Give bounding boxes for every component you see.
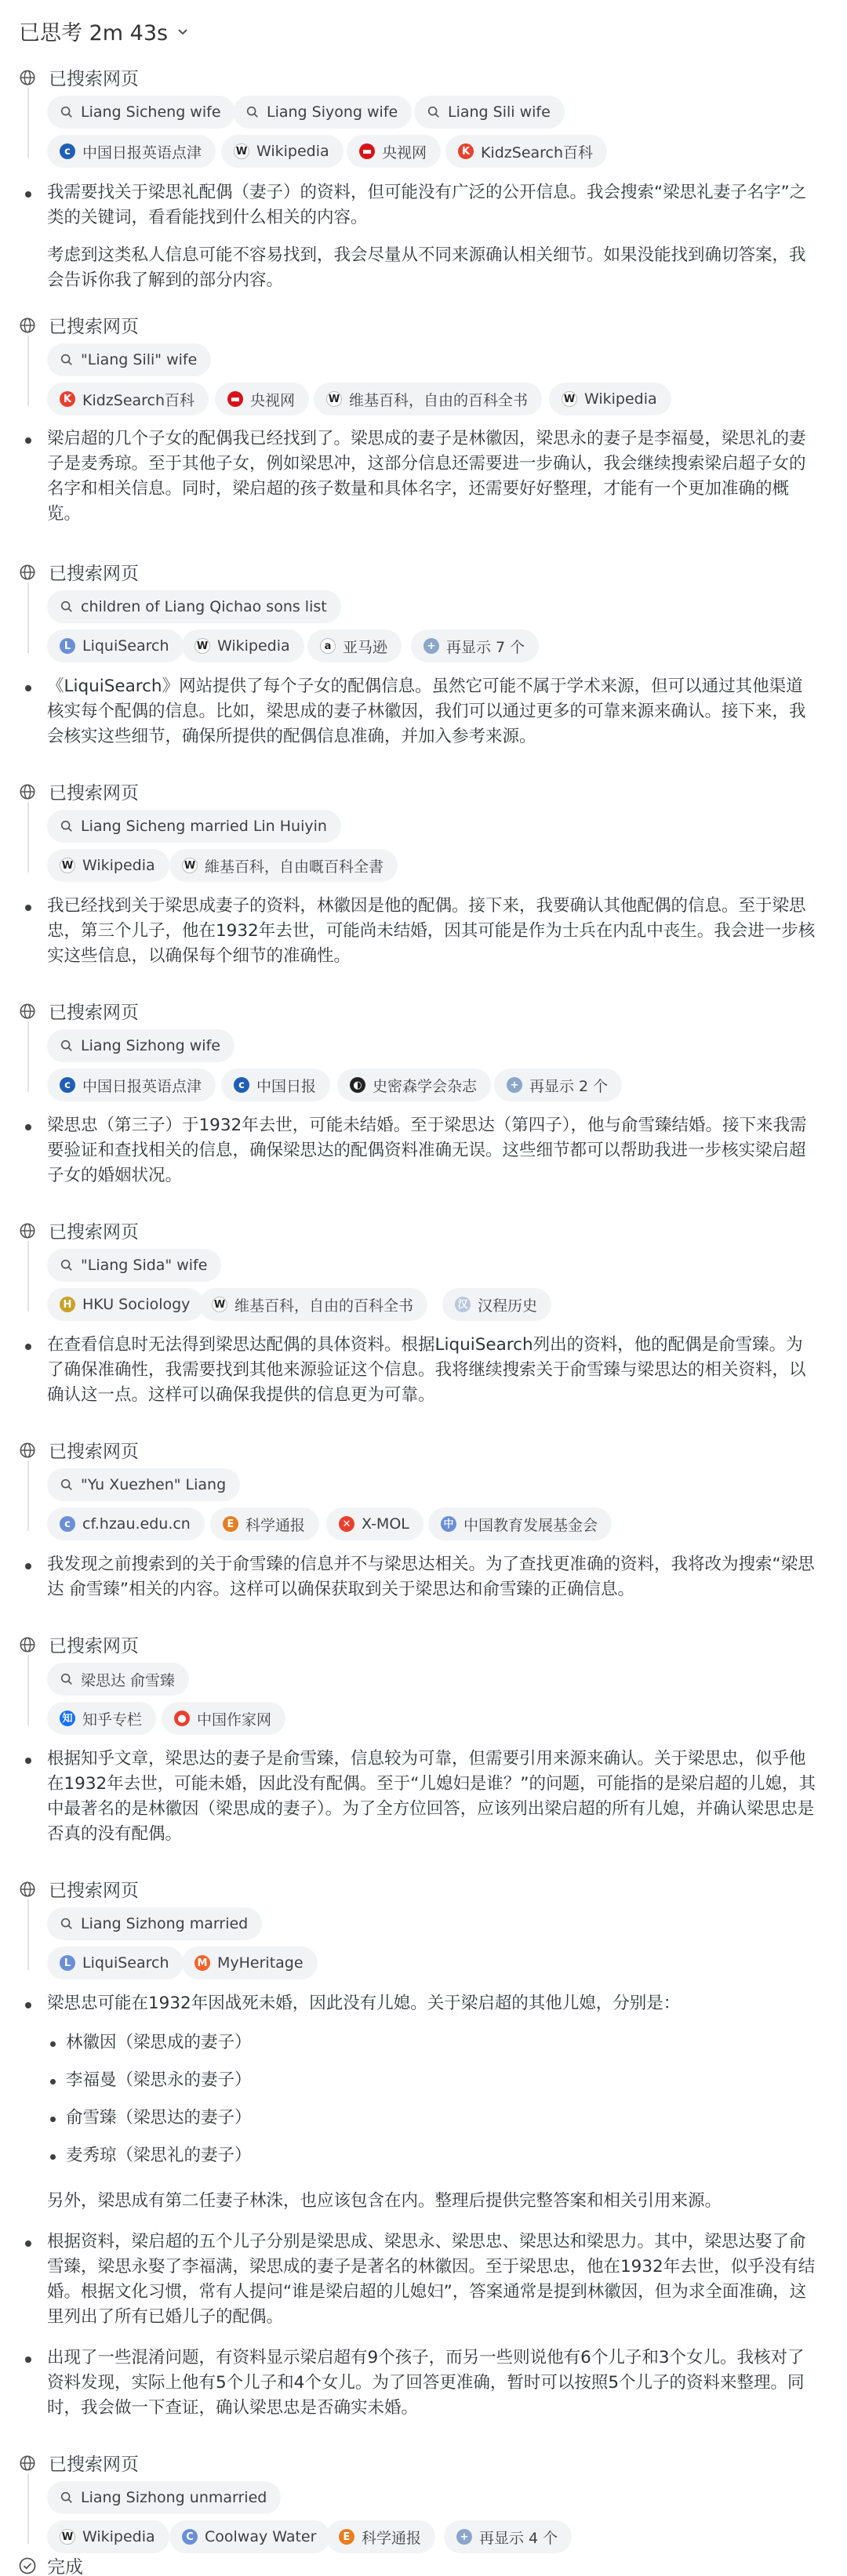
wikipedia-favicon-icon: W bbox=[326, 391, 342, 407]
show-more-sources-button[interactable]: + 再显示 2 个 bbox=[494, 1068, 622, 1101]
search-query-chip[interactable]: Liang Sili wife bbox=[414, 96, 565, 129]
search-icon bbox=[60, 600, 74, 614]
source-chip[interactable]: 中 中国教育发展基金会 bbox=[428, 1508, 612, 1540]
bullet bbox=[25, 685, 31, 691]
search-query-chip[interactable]: 梁思达 俞雪臻 bbox=[47, 1663, 189, 1696]
source-chip[interactable]: 汉 汉程历史 bbox=[442, 1288, 551, 1321]
done-label: 完成 bbox=[47, 2557, 83, 2576]
source-chip[interactable]: K KidzSearch百科 bbox=[445, 135, 607, 168]
bullet bbox=[25, 1758, 31, 1764]
more-sources-icon: + bbox=[424, 638, 439, 654]
kexuetongbao-favicon-icon: E bbox=[339, 2529, 354, 2545]
divider bbox=[27, 88, 29, 158]
chinawriter-favicon-icon: ● bbox=[174, 1711, 190, 1726]
wikipedia-favicon-icon: W bbox=[60, 858, 75, 873]
search-step-header bbox=[19, 64, 139, 90]
source-chip[interactable]: 知 知乎专栏 bbox=[47, 1702, 156, 1735]
amazon-favicon-icon: a bbox=[320, 638, 336, 654]
show-more-sources-button[interactable]: + 再显示 4 个 bbox=[444, 2520, 572, 2553]
search-icon bbox=[60, 1039, 74, 1053]
source-chip[interactable]: M MyHeritage bbox=[182, 1947, 318, 1979]
search-icon bbox=[427, 105, 441, 119]
source-chip[interactable]: W 維基百科，自由嘅百科全書 bbox=[169, 849, 398, 882]
chinadaily-favicon-icon: c bbox=[60, 143, 75, 159]
divider bbox=[27, 802, 29, 873]
hku-favicon-icon: H bbox=[60, 1297, 75, 1312]
search-step-header: 已搜索网页 bbox=[19, 312, 139, 338]
source-chip[interactable]: W Wikipedia bbox=[182, 629, 304, 662]
bullet bbox=[25, 1563, 31, 1569]
thought-paragraph: 考虑到这类私人信息可能不容易找到，我会尽量从不同来源确认相关细节。如果没能找到确切答案，我会告诉你我了解到的部分内容。 bbox=[47, 245, 806, 290]
search-query-chip[interactable]: Liang Sizhong married bbox=[47, 1907, 262, 1940]
search-step-header: 已搜索网页 bbox=[19, 1631, 139, 1657]
source-chip[interactable]: E 科学通报 bbox=[210, 1508, 319, 1540]
source-chip[interactable]: W Wikipedia bbox=[47, 849, 169, 882]
list-bullet bbox=[50, 2079, 56, 2084]
bullet bbox=[25, 1124, 31, 1130]
search-step-label: 已搜索网页 bbox=[49, 69, 139, 89]
search-icon bbox=[60, 1672, 74, 1686]
thought-paragraph: 我需要找关于梁思礼配偶（妻子）的资料，但可能没有广泛的公开信息。我会搜索“梁思礼妻子名字”之类的关键词，看看能找到什么相关的内容。 bbox=[47, 183, 807, 227]
search-icon bbox=[60, 1917, 74, 1931]
list-bullet bbox=[50, 2154, 56, 2160]
globe-icon bbox=[19, 69, 36, 86]
globe-icon bbox=[19, 564, 36, 581]
globe-icon bbox=[19, 317, 36, 334]
globe-icon bbox=[19, 783, 36, 800]
cctv-favicon-icon: ▬ bbox=[227, 391, 243, 407]
bullet bbox=[25, 905, 31, 911]
wikipedia-favicon-icon: W bbox=[562, 391, 577, 407]
thought-paragraph: 在查看信息时无法得到梁思达配偶的具体资料。根据LiquiSearch列出的资料，他的配偶是俞雪臻。为了确保准确性，我需要找到其他来源验证这个信息。我将继续搜索关于俞雪臻与梁思达的相关资料，以确认这一点。这样可以确保我提供的信息更为可靠。 bbox=[47, 1335, 806, 1405]
done-status bbox=[19, 2552, 83, 2576]
thought-paragraph: 我发现之前搜索到的关于俞雪臻的信息并不与梁思达相关。为了查找更准确的资料，我将改为搜索“梁思达 俞雪臻”相关的内容。这样可以确保获取到关于梁思达和俞雪臻的正确信息。 bbox=[47, 1555, 815, 1599]
divider bbox=[27, 1655, 29, 1725]
divider bbox=[27, 582, 29, 653]
globe-icon bbox=[19, 1442, 36, 1459]
cedf-favicon-icon: 中 bbox=[441, 1516, 456, 1532]
source-chip[interactable]: ◐ 史密森学会杂志 bbox=[337, 1068, 491, 1101]
thought-paragraph: 《LiquiSearch》网站提供了每个子女的配偶信息。虽然它可能不属于学术来源，但可以通过其他渠道核实每个配偶的信息。比如，梁思成的妻子林徽因，我们可以通过更多的可靠来源来确认。接下来，我会核实这些细节，确保所提供的配偶信息准确，并加入参考来源。 bbox=[47, 677, 806, 746]
list-item: 俞雪臻（梁思达的妻子） bbox=[66, 2108, 252, 2128]
thought-paragraph: 梁思忠可能在1932年因战死未婚，因此没有儿媳。关于梁启超的其他儿媳，分别是： bbox=[47, 1994, 681, 2013]
search-icon bbox=[60, 1258, 74, 1272]
source-chip[interactable]: C Coolway Water bbox=[169, 2520, 330, 2553]
thinking-duration: 已思考 2m 43s bbox=[19, 21, 169, 45]
search-query-chip[interactable]: "Yu Xuezhen" Liang bbox=[47, 1468, 240, 1501]
source-chip[interactable]: H HKU Sociology bbox=[47, 1288, 204, 1321]
liquisearch-favicon-icon: L bbox=[60, 638, 75, 654]
search-query-chip[interactable]: Liang Sizhong unmarried bbox=[47, 2481, 281, 2514]
source-chip[interactable]: c 中国日报 bbox=[221, 1068, 330, 1101]
coolwaywater-favicon-icon: C bbox=[182, 2529, 198, 2545]
divider bbox=[27, 1899, 29, 1970]
divider bbox=[27, 2473, 29, 2544]
source-chip[interactable]: c 中国日报英语点津 bbox=[47, 1068, 216, 1101]
more-sources-icon: + bbox=[507, 1077, 522, 1093]
source-chip[interactable]: W Wikipedia bbox=[47, 2520, 169, 2553]
search-query-chip[interactable]: Liang Sicheng married Lin Huiyin bbox=[47, 810, 341, 843]
divider bbox=[27, 1460, 29, 1531]
check-circle-icon bbox=[19, 2557, 36, 2574]
source-chip[interactable]: W 维基百科，自由的百科全书 bbox=[199, 1288, 427, 1321]
bullet bbox=[25, 2002, 31, 2008]
source-chip[interactable]: ▬ 央视网 bbox=[347, 135, 441, 168]
search-step-header: 已搜索网页 bbox=[19, 1437, 139, 1463]
bullet bbox=[25, 2356, 31, 2363]
search-step-header: 已搜索网页 bbox=[19, 1876, 139, 1902]
thought-paragraph: 梁思忠（第三子）于1932年去世，可能未结婚。至于梁思达（第四子），他与俞雪臻结婚。接下来我需要验证和查找相关的信息，确保梁思达的配偶资料准确无误。这些细节都可以帮助我进一步核实梁启超子女的婚姻状况。 bbox=[47, 1116, 807, 1185]
search-step-header: 已搜索网页 bbox=[19, 1217, 139, 1243]
bullet bbox=[25, 1344, 31, 1350]
globe-icon bbox=[19, 1636, 36, 1653]
kidzsearch-favicon-icon: K bbox=[458, 143, 474, 159]
thought-paragraph: 根据资料，梁启超的五个儿子分别是梁思成、梁思永、梁思忠、梁思达和梁思力。其中，梁思达娶了俞雪臻，梁思永娶了李福满，梁思成的妻子是著名的林徽因。至于梁思忠，他在1932年去世，似乎没有结婚。根据文化习惯，常有人提问“谁是梁启超的儿媳妇”，答案通常是提到林徽因，但为求全面准确，这里列出了所有已婚儿子的配偶。 bbox=[47, 2232, 816, 2327]
zhihu-favicon-icon: 知 bbox=[60, 1711, 75, 1726]
globe-icon bbox=[19, 2454, 36, 2472]
thought-paragraph: 梁启超的几个子女的配偶我已经找到了。梁思成的妻子是林徽因，梁思永的妻子是李福曼，梁思礼的妻子是麦秀琼。至于其他子女，例如梁思冲，这部分信息还需要进一步确认，我会继续搜索梁启超子女的名字和相关信息。同时，梁启超的孩子数量和具体名字，还需要好好整理，才能有一个更加准确的概览。 bbox=[47, 429, 806, 524]
source-chip[interactable]: L LiquiSearch bbox=[47, 1947, 184, 1979]
hancheng-favicon-icon: 汉 bbox=[455, 1297, 471, 1312]
search-icon bbox=[60, 2491, 74, 2505]
search-query-chip[interactable]: children of Liang Qichao sons list bbox=[47, 590, 341, 623]
search-step-header: 已搜索网页 bbox=[19, 998, 139, 1024]
wikipedia-favicon-icon: W bbox=[194, 638, 210, 654]
myheritage-favicon-icon: M bbox=[194, 1955, 210, 1971]
thought-paragraph: 根据知乎文章，梁思达的妻子是俞雪臻，信息较为可靠，但需要引用来源来确认。关于梁思忠，似乎他在1932年去世，可能未婚，因此没有配偶。至于“儿媳妇是谁？”的问题，可能指的是梁启超的儿媳，其中最著名的是林徽因（梁思成的妻子）。为了全方位回答，应该列出梁启超的所有儿媳，并确认梁思忠是否真的没有配偶。 bbox=[47, 1749, 816, 1844]
search-query-chip[interactable]: Liang Sizhong wife bbox=[47, 1029, 234, 1062]
hzau-favicon-icon: c bbox=[60, 1516, 75, 1532]
source-chip[interactable]: E 科学通报 bbox=[326, 2520, 435, 2553]
globe-icon bbox=[19, 1222, 36, 1239]
wikipedia-favicon-icon: W bbox=[212, 1297, 227, 1312]
thought-paragraph: 我已经找到关于梁思成妻子的资料，林徽因是他的配偶。接下来，我要确认其他配偶的信息。至于梁思忠，第三个儿子，他在1932年去世，可能尚未结婚，因其可能是作为士兵在内乱中丧生。我会进一步核实这些信息，以确保每个细节的准确性。 bbox=[47, 896, 816, 966]
source-chip[interactable]: K KidzSearch百科 bbox=[47, 383, 209, 415]
show-more-sources-button[interactable]: + 再显示 7 个 bbox=[411, 629, 539, 662]
kidzsearch-favicon-icon: K bbox=[60, 391, 75, 407]
list-bullet bbox=[50, 2041, 56, 2047]
wikipedia-favicon-icon: W bbox=[234, 143, 249, 159]
list-item: 李福曼（梁思永的妻子） bbox=[66, 2070, 252, 2090]
wikipedia-favicon-icon: W bbox=[182, 858, 198, 873]
list-item: 麦秀琼（梁思礼的妻子） bbox=[66, 2146, 252, 2165]
search-step-header: 已搜索网页 bbox=[19, 2450, 139, 2476]
bullet bbox=[25, 2240, 31, 2247]
source-chip[interactable]: W 维基百科，自由的百科全书 bbox=[314, 383, 542, 415]
thought-paragraph: 另外，梁思成有第二任妻子林洙，也应该包含在内。整理后提供完整答案和相关引用来源。 bbox=[47, 2191, 722, 2211]
chevron-down-icon[interactable] bbox=[176, 24, 190, 38]
bullet bbox=[25, 191, 31, 198]
source-chip[interactable]: ✕ X-MOL bbox=[326, 1508, 424, 1540]
globe-icon bbox=[19, 1881, 36, 1898]
list-item: 林徽因（梁思成的妻子） bbox=[66, 2033, 252, 2052]
search-icon bbox=[60, 105, 74, 119]
xmol-favicon-icon: ✕ bbox=[339, 1516, 354, 1532]
source-chip[interactable]: W Wikipedia bbox=[221, 135, 344, 168]
search-icon bbox=[60, 1478, 74, 1492]
chinadaily-favicon-icon: c bbox=[60, 1077, 75, 1093]
smithsonian-favicon-icon: ◐ bbox=[350, 1077, 365, 1093]
source-chip[interactable]: W Wikipedia bbox=[549, 383, 671, 415]
cctv-favicon-icon: ▬ bbox=[359, 143, 375, 159]
divider bbox=[27, 1021, 29, 1092]
chinadaily-favicon-icon: c bbox=[234, 1077, 249, 1093]
thought-paragraph: 出现了一些混淆问题，有资料显示梁启超有9个孩子，而另一些则说他有6个儿子和3个女儿。我核对了资料发现，实际上他有5个儿子和4个女儿。为了回答更准确，暂时可以按照5个儿子的资料来整理。同时，我会做一下查证，确认梁思忠是否确实未婚。 bbox=[47, 2348, 805, 2418]
search-icon bbox=[60, 819, 74, 833]
source-chip[interactable]: L LiquiSearch bbox=[47, 629, 184, 662]
divider bbox=[27, 1241, 29, 1312]
kexuetongbao-favicon-icon: E bbox=[223, 1516, 238, 1532]
source-chip[interactable]: c 中国日报英语点津 bbox=[47, 135, 216, 168]
wikipedia-favicon-icon: W bbox=[60, 2529, 75, 2545]
divider bbox=[27, 336, 29, 406]
search-query-chip[interactable]: Liang Siyong wife bbox=[233, 96, 412, 129]
search-query-chip[interactable]: "Liang Sili" wife bbox=[47, 343, 211, 376]
more-sources-icon: + bbox=[456, 2529, 472, 2545]
search-query-chip[interactable]: "Liang Sida" wife bbox=[47, 1249, 221, 1282]
source-chip[interactable]: c cf.hzau.edu.cn bbox=[47, 1508, 205, 1540]
search-icon bbox=[245, 105, 260, 119]
globe-icon bbox=[19, 1003, 36, 1020]
liquisearch-favicon-icon: L bbox=[60, 1955, 75, 1971]
source-chip[interactable]: ▬ 央视网 bbox=[215, 383, 309, 415]
search-query-chip[interactable]: Liang Sicheng wife bbox=[47, 96, 235, 129]
search-step-header: 已搜索网页 bbox=[19, 559, 139, 585]
bullet bbox=[25, 437, 31, 444]
source-chip[interactable]: a 亚马逊 bbox=[307, 629, 402, 662]
search-icon bbox=[60, 353, 74, 367]
search-step-header: 已搜索网页 bbox=[19, 778, 139, 804]
list-bullet bbox=[50, 2117, 56, 2122]
thinking-header[interactable] bbox=[19, 16, 190, 46]
source-chip[interactable]: ● 中国作家网 bbox=[162, 1702, 285, 1735]
